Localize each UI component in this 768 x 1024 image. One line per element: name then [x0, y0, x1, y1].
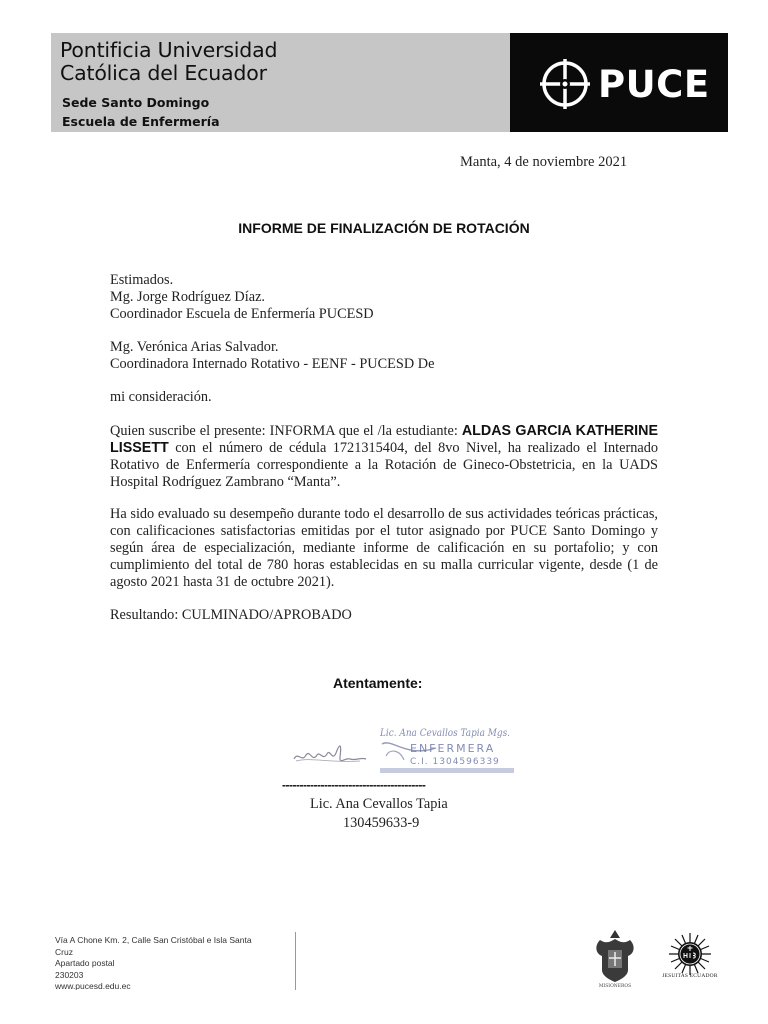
paragraph-informa-end: con el número de cédula 1721315404, del 8vo Nivel, ha realizado el Internado Rotativo de Enfermería correspondiente a la Rotación de Gineco-Obstetricia, en la UADS Hospital Rodríguez Zambrano “Manta”. [110, 440, 658, 490]
address-line-2: Cruz [55, 946, 73, 957]
result-line: Resultando: CULMINADO/APROBADO [110, 607, 352, 623]
recipient-block-2 [110, 339, 658, 373]
footer-divider [295, 932, 296, 990]
puce-wordmark: PUCE [598, 63, 710, 106]
school-name: Escuela de Enfermería [62, 114, 220, 129]
student-name: ALDAS GARCIA KATHERINE LISSETT [110, 423, 658, 456]
address-line-5: www.pucesd.edu.ec [55, 981, 131, 990]
footer-address [55, 935, 285, 990]
handwritten-signature [290, 737, 368, 771]
recipient-2-role: Coordinadora Internado Rotativo - EENF - PUCESD De [110, 356, 435, 372]
recipient-2-name: Mg. Verónica Arias Salvador. [110, 339, 279, 355]
signer-name: Lic. Ana Cevallos Tapia [310, 796, 448, 812]
misioneros-crest-icon [590, 926, 640, 988]
signer-id: 130459633-9 [343, 815, 420, 831]
misioneros-caption: MISIONEROS [598, 984, 632, 988]
paragraph-informa [110, 423, 658, 491]
recipient-block-1 [110, 272, 658, 323]
recipient-1-role: Coordinador Escuela de Enfermería PUCESD [110, 306, 374, 322]
signature-line: ----------------------------------------- [282, 778, 426, 792]
university-name [60, 39, 277, 85]
campus-info [62, 93, 220, 131]
address-line-1: Vía A Chone Km. 2, Calle San Cristóbal e Isla Santa [55, 935, 252, 945]
campus-name: Sede Santo Domingo [62, 95, 210, 110]
jesuitas-caption: JESUITAS ECUADOR [662, 973, 718, 979]
letter-date: Manta, 4 de noviembre 2021 [460, 154, 628, 170]
closing: Atentamente: [333, 675, 423, 691]
nurse-stamp [376, 722, 520, 780]
university-name-line2: Católica del Ecuador [60, 61, 267, 85]
stamp-line3: C.I. 1304596339 [410, 757, 500, 767]
letter-title: INFORME DE FINALIZACIÓN DE ROTACIÓN [238, 220, 530, 236]
greeting: mi consideración. [110, 389, 212, 405]
header-logo-band [510, 33, 728, 132]
address-line-3: Apartado postal [55, 958, 115, 968]
stamp-line1: Lic. Ana Cevallos Tapia Mgs. [379, 728, 510, 739]
paragraph-evaluation: Ha sido evaluado su desempeño durante todo el desarrollo de sus actividades teóricas prácticas, con calificaciones satisfactorias emitidas por el tutor asignado por PUCE Santo Domingo y según área de especialización, mediante informe de calificación en su portafolio; y con cumplimiento del total de 780 horas establecidas en su malla curricular vigente, desde (1 de agosto 2021 hasta 31 de octubre 2021). [110, 506, 658, 590]
puce-emblem-icon [539, 58, 591, 110]
salutation: Estimados. [110, 272, 174, 288]
header-institution-band [51, 33, 510, 132]
recipient-1-name: Mg. Jorge Rodríguez Díaz. [110, 289, 265, 305]
stamp-line2: ENFERMERA [410, 742, 496, 755]
paragraph-informa-start: Quien suscribe el presente: INFORMA que el /la estudiante: [110, 423, 462, 439]
university-name-line1: Pontificia Universidad [60, 38, 278, 62]
address-line-4: 230203 [55, 969, 84, 980]
